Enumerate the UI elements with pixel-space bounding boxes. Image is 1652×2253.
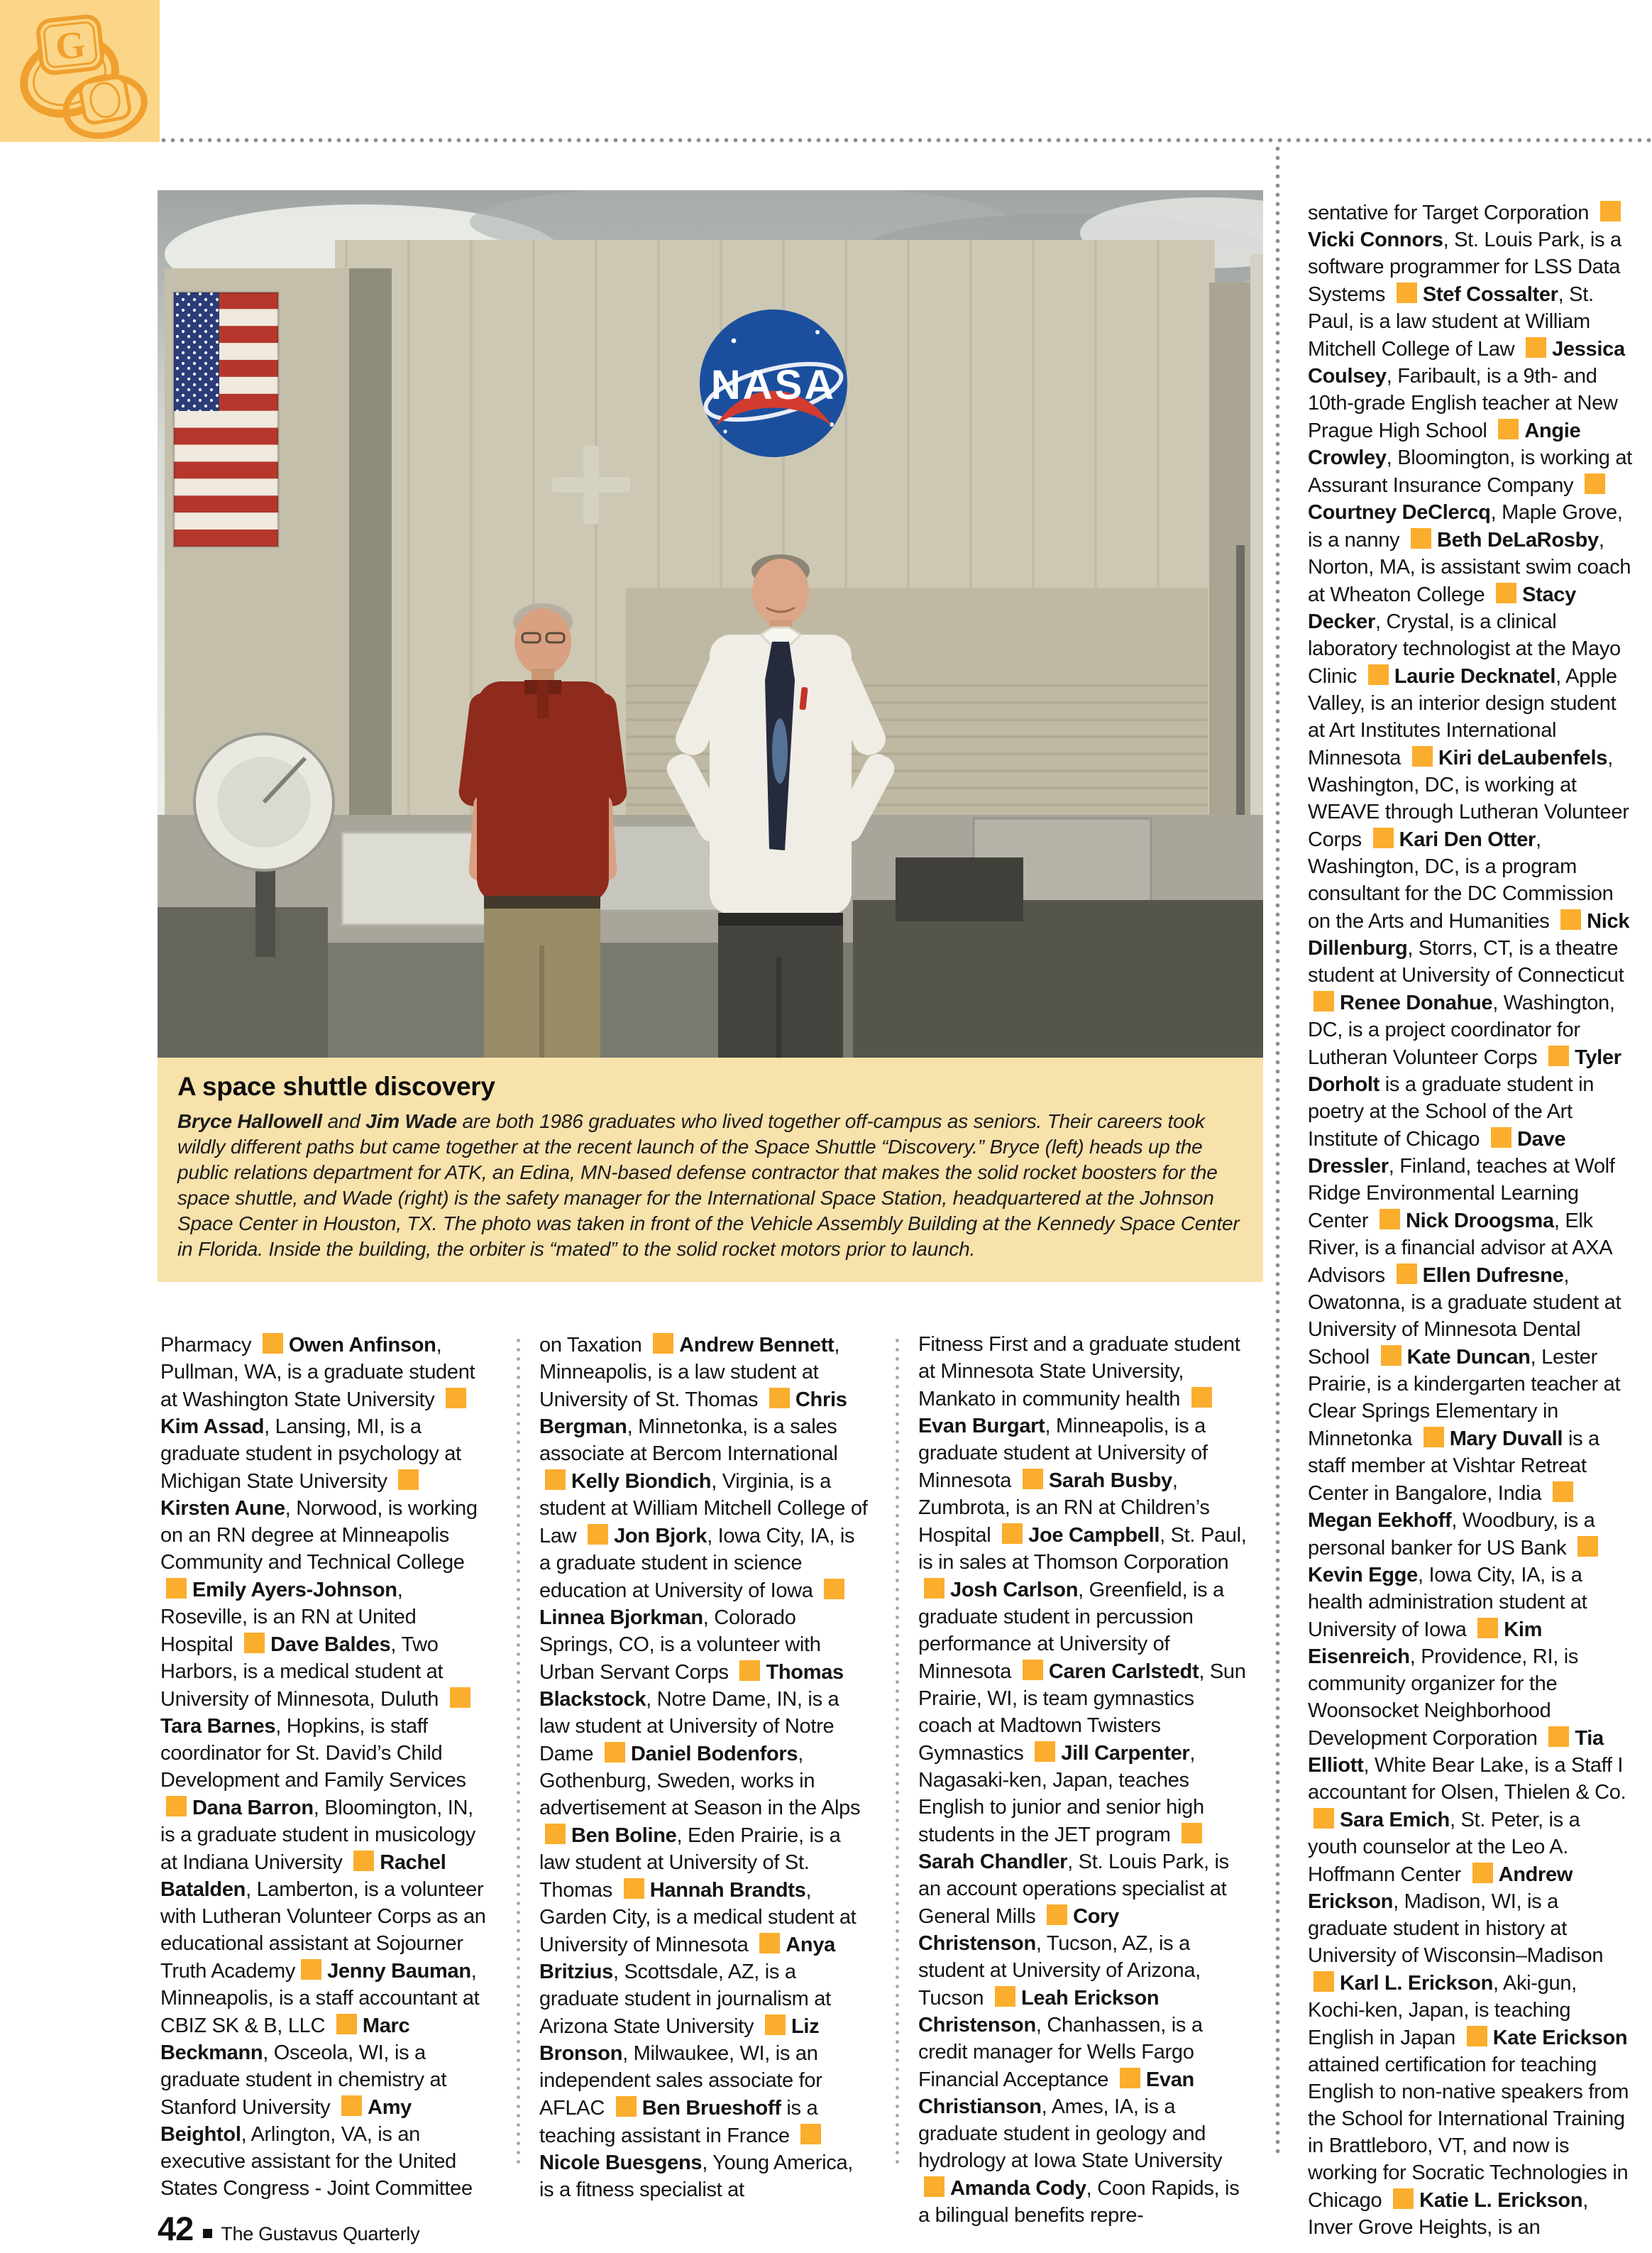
entry-bullet-icon (446, 1388, 466, 1408)
alumni-name: Ben Boline (571, 1824, 677, 1847)
entry-bullet-icon (924, 2176, 945, 2197)
alumni-name: Vicki Connors (1308, 229, 1443, 251)
entry-text: , Inver Grove Heights, is an (1308, 2189, 1589, 2239)
photo-caption-box (158, 1058, 1263, 1282)
entry-bullet-icon (800, 2124, 821, 2144)
entry-text: attained certification for teaching English to non-native speakers from the School for International Training in Brattleboro, VT, and now is working for Socratic Technologies in Chicago (1308, 2054, 1629, 2212)
alumni-name: Tara Barnes (160, 1715, 276, 1738)
entry-text: , Washington, DC, is working at WEAVE through Lutheran Volunteer Corps (1308, 747, 1629, 851)
entry-text: , Iowa City, IA, is a health administration student at University of Iowa (1308, 1564, 1587, 1641)
entry-bullet-icon (1023, 1469, 1043, 1489)
entry-text: , Minneapolis, is a law student at University of St. Thomas (539, 1334, 840, 1411)
alumni-name: Ben Brueshoff (641, 2097, 781, 2120)
publication-title: The Gustavus Quarterly (221, 2223, 420, 2244)
entry-bullet-icon (1381, 1345, 1402, 1366)
entry-bullet-icon (166, 1796, 187, 1816)
entry-text: , Bloomington, IN, is a graduate student in musicology at Indiana University (160, 1797, 476, 1874)
alumni-name: Nick Droogsma (1406, 1210, 1554, 1232)
entry-bullet-icon (1035, 1741, 1055, 1762)
entry-text: , Woodbury, is a personal banker for US Bank (1308, 1509, 1595, 1559)
entry-bullet-icon (824, 1579, 844, 1599)
entry-text: , Lester Prairie, is a kindergarten teacher at Clear Springs Elementary in Minnetonka (1308, 1346, 1621, 1450)
alumni-name: Evan Christianson (918, 2068, 1194, 2118)
entry-text: , Owatonna, is a graduate student at University of Minnesota Dental School (1308, 1264, 1621, 1369)
nasa-logo (700, 309, 847, 457)
entry-text: , Madison, WI, is a graduate student in history at University of Wisconsin–Madison (1308, 1890, 1604, 1967)
alumni-name: Kim Eisenreich (1308, 1618, 1543, 1668)
alumni-name: Kim Assad (160, 1415, 265, 1438)
entry-text: , St. Louis Park, is a software programmer for LSS Data Systems (1308, 229, 1621, 306)
entry-bullet-icon (1314, 1971, 1334, 1992)
entry-text: is a teaching assistant in France (539, 2097, 818, 2147)
entry-text: , Young America, is a fitness specialist at (539, 2151, 854, 2201)
entry-text: , Sun Prairie, WI, is team gymnastics coach at Madtown Twisters Gymnastics (918, 1660, 1246, 1765)
entry-text: , Washington, DC, is a program consultant for the DC Commission on the Arts and Humanities (1308, 828, 1614, 933)
entry-text: , Norwood, is working on an RN degree at Minneapolis Community and Technical College (160, 1497, 478, 1574)
alumni-name: Chris Bergman (539, 1388, 847, 1438)
entry-text: , Iowa City, IA, is a graduate student in science education at University of Iowa (539, 1525, 855, 1602)
entry-text: , Colorado Springs, CO, is a volunteer with Urban Servant Corps (539, 1606, 821, 1684)
alumni-name: Marc Beckmann (160, 2014, 410, 2064)
entry-text: , Hopkins, is staff coordinator for St. David’s Child Development and Family Services (160, 1715, 466, 1792)
alumni-name: Bryce Hallowell (177, 1110, 322, 1132)
entry-bullet-icon (1585, 473, 1605, 494)
entry-text: , Ames, IA, is a graduate student in geology and hydrology at Iowa State University (918, 2095, 1223, 2172)
alumni-name: Kiri deLaubenfels (1438, 747, 1608, 769)
entry-bullet-icon (1182, 1823, 1202, 1843)
entry-bullet-icon (588, 1524, 608, 1545)
entry-text: , Eden Prairie, is a law student at University of St. Thomas (539, 1824, 841, 1902)
dotted-divider-right-column (1275, 146, 1280, 2158)
entry-text: sentative for Target Corporation (1308, 202, 1595, 224)
entry-text: , Milwaukee, WI, is an independent sales associate for AFLAC (539, 2042, 822, 2120)
entry-bullet-icon (1411, 528, 1431, 549)
entry-bullet-icon (1120, 2068, 1140, 2088)
dotted-column-separator-1 (516, 1338, 521, 2165)
entry-text: Fitness First and a graduate student at Minnesota State University, Mankato in community health (918, 1333, 1240, 1410)
entry-bullet-icon (1397, 1263, 1417, 1284)
entry-bullet-icon (398, 1469, 419, 1490)
entry-text: , Crystal, is a clinical laboratory technologist at the Mayo Clinic (1308, 610, 1621, 688)
entry-bullet-icon (1491, 1127, 1511, 1148)
entry-bullet-icon (1467, 2026, 1487, 2046)
alumni-name: Mary Duvall (1449, 1427, 1563, 1450)
entry-bullet-icon (244, 1633, 265, 1653)
alumni-name: Kate Duncan (1406, 1346, 1531, 1369)
footer-square-icon (203, 2229, 212, 2238)
alumni-name: Nicole Buesgens (539, 2151, 703, 2174)
entry-bullet-icon (1397, 283, 1417, 303)
alumni-name: Jill Carpenter (1061, 1742, 1190, 1765)
entry-text: , Garden City, is a medical student at University of Minnesota (539, 1879, 857, 1956)
alumni-name: Sarah Chandler (918, 1851, 1068, 1873)
entry-bullet-icon (924, 1578, 945, 1599)
entry-bullet-icon (1380, 1209, 1400, 1229)
alumni-name: Kirsten Aune (160, 1497, 285, 1520)
entry-text: is a staff member at Vishtar Retreat Center in Bangalore, India (1308, 1427, 1599, 1505)
entry-text: , Bloomington, is working at Assurant Insurance Company (1308, 446, 1632, 497)
alumni-name: Liz Bronson (539, 2015, 820, 2065)
alumni-name: Jon Bjork (614, 1525, 707, 1547)
alumni-column-1 (160, 1331, 492, 2202)
alumni-name: Cory Christenson (918, 1905, 1119, 1955)
entry-text: , Two Harbors, is a medical student at University of Minnesota, Duluth (160, 1633, 444, 1711)
entry-bullet-icon (769, 1388, 790, 1408)
entry-text: , Arlington, VA, is an executive assistant for the United States Congress - Joint Committee (160, 2123, 473, 2200)
entry-text: , Chanhassen, is a credit manager for Wells Fargo Financial Acceptance (918, 2014, 1203, 2091)
entry-text: , Notre Dame, IN, is a law student at University of Notre Dame (539, 1688, 839, 1765)
entry-bullet-icon (1424, 1427, 1444, 1447)
entry-bullet-icon (1047, 1904, 1067, 1925)
entry-text: are both 1986 graduates who lived together off-campus as seniors. Their careers took wildly different paths but came together at the recent launch of the Space Shuttle “Discovery.” Bryce (left) heads up the public relations department for ATK, an Edina, MN-based defense contractor that makes the solid rocket boosters for the space shuttle, and Wade (right) is the safety manager for the International Space Station, headquartered at the Johnson Space Center in Houston, TX. The photo was taken in front of the Vehicle Assembly Building at the Kennedy Space Center in Florida. Inside the building, the orbiter is “mated” to the solid rocket motors prior to launch. (177, 1110, 1240, 1260)
entry-text: , Tucson, AZ, is a student at University of Arizona, Tucson (918, 1932, 1201, 2010)
us-flag (174, 292, 278, 547)
entry-text: , Nagasaki-ken, Japan, teaches English to junior and senior high students in the JET program (918, 1742, 1204, 1846)
entry-text: , Minneapolis, is a staff accountant at CBIZ SK & B, LLC (160, 1960, 480, 2037)
entry-bullet-icon (450, 1687, 470, 1708)
caption-title: A space shuttle discovery (177, 1072, 495, 1101)
feature-photo (158, 190, 1263, 1058)
entry-bullet-icon (605, 1742, 625, 1763)
entry-text: on Taxation (539, 1334, 648, 1356)
alumni-name: Tia Elliott (1308, 1727, 1604, 1777)
alumni-name: Jessica Coulsey (1308, 338, 1625, 388)
entry-bullet-icon (616, 2096, 637, 2117)
entry-bullet-icon (1496, 583, 1516, 603)
entry-bullet-icon (1472, 1863, 1493, 1883)
entry-bullet-icon (1412, 746, 1433, 767)
entry-bullet-icon (545, 1824, 566, 1844)
alumni-name: Dave Dressler (1308, 1128, 1566, 1178)
entry-bullet-icon (545, 1469, 566, 1490)
alumni-name: Rachel Batalden (160, 1851, 446, 1901)
entry-bullet-icon (653, 1333, 673, 1354)
alumni-name: Kevin Egge (1308, 1564, 1418, 1586)
entry-text: , Roseville, is an RN at United Hospital (160, 1579, 417, 1656)
alumni-name: Renee Donahue (1340, 992, 1493, 1014)
alumni-name: Leah Erickson Christenson (918, 1987, 1160, 2037)
entry-text: and (321, 1110, 366, 1132)
caption-body (177, 1109, 1243, 1262)
entry-text: , St. Peter, is a youth counselor at the Leo A. Hoffmann Center (1308, 1809, 1580, 1886)
alumni-name: Amanda Cody (950, 2177, 1086, 2200)
alumni-column-3 (918, 1331, 1248, 2229)
alumni-name: Tyler Dorholt (1308, 1046, 1621, 1096)
ring-monogram: G (53, 22, 88, 69)
entry-bullet-icon (336, 2014, 357, 2034)
entry-text: , Lansing, MI, is a graduate student in psychology at Michigan State University (160, 1415, 461, 1493)
entry-bullet-icon (1498, 419, 1519, 439)
entry-text: , Lamberton, is a volunteer with Lutheran Volunteer Corps as an educational assistant at Sojourner Truth Academy (160, 1878, 486, 1983)
entry-text: , Norton, MA, is assistant swim coach at Wheaton College (1308, 529, 1631, 606)
alumni-name: Dana Barron (192, 1797, 314, 1819)
entry-text: , Providence, RI, is community organizer for the Woonsocket Neighborhood Development Corporation (1308, 1645, 1579, 1750)
alumni-name: Hannah Brandts (649, 1879, 806, 1902)
entry-text: , Osceola, WI, is a graduate student in chemistry at Stanford University (160, 2041, 447, 2119)
entry-bullet-icon (1526, 337, 1546, 358)
entry-bullet-icon (1553, 1481, 1573, 1502)
alumni-name: Joe Campbell (1028, 1524, 1160, 1547)
alumni-name: Dave Baldes (270, 1633, 391, 1656)
entry-bullet-icon (353, 1851, 374, 1871)
entry-bullet-icon (739, 1660, 760, 1681)
entry-bullet-icon (1368, 664, 1389, 685)
page-footer (158, 2209, 419, 2248)
entry-bullet-icon (1373, 828, 1394, 848)
alumni-name: Linnea Bjorkman (539, 1606, 703, 1629)
alumni-name: Owen Anfinson (288, 1334, 436, 1356)
entry-text: , Aki-gun, Kochi-ken, Japan, is teaching English in Japan (1308, 1972, 1577, 2049)
entry-text: , White Bear Lake, is a Staff I accountant for Olsen, Thielen & Co. (1308, 1754, 1626, 1804)
entry-text: , Finland, teaches at Wolf Ridge Environmental Learning Center (1308, 1155, 1615, 1232)
entry-text: , Elk River, is a financial advisor at AXA Advisors (1308, 1210, 1612, 1287)
entry-bullet-icon (624, 1878, 644, 1899)
alumni-name: Jenny Bauman (327, 1960, 471, 1983)
entry-bullet-icon (1548, 1726, 1569, 1747)
entry-bullet-icon (1393, 2188, 1414, 2209)
alumni-name: Evan Burgart (918, 1415, 1045, 1437)
entry-text: , Scottsdale, AZ, is a graduate student in journalism at Arizona State University (539, 1961, 831, 2038)
entry-bullet-icon (301, 1959, 321, 1980)
alumni-name: Daniel Bodenfors (630, 1743, 798, 1765)
entry-text: , Zumbrota, is an RN at Children’s Hospital (918, 1469, 1210, 1547)
entry-text: , Pullman, WA, is a graduate student at Washington State University (160, 1334, 475, 1411)
entry-bullet-icon (1002, 1523, 1023, 1544)
entry-text: , St. Paul, is in sales at Thomson Corporation (918, 1524, 1247, 1574)
alumni-name: Sarah Busby (1048, 1469, 1172, 1492)
entry-text: , Gothenburg, Sweden, works in advertisement at Season in the Alps (539, 1743, 861, 1819)
class-rings-icon (0, 0, 160, 142)
alumni-name: Josh Carlson (950, 1579, 1079, 1601)
entry-bullet-icon (1577, 1536, 1598, 1557)
entry-text: , Minnetonka, is a sales associate at Bercom International (539, 1415, 838, 1465)
alumni-name: Courtney DeClercq (1308, 501, 1491, 524)
entry-bullet-icon (1314, 1808, 1334, 1829)
entry-text: , St. Paul, is a law student at William Mitchell College of Law (1308, 283, 1594, 361)
alumni-name: Stacy Decker (1308, 583, 1576, 633)
alumni-name: Angie Crowley (1308, 420, 1581, 469)
alumni-name: Amy Beightol (160, 2096, 412, 2146)
entry-bullet-icon (765, 2014, 786, 2035)
entry-bullet-icon (1477, 1618, 1498, 1638)
alumni-name: Kari Den Otter (1399, 828, 1536, 851)
alumni-name: Karl L. Erickson (1340, 1972, 1493, 1995)
class-rings-illustration (0, 0, 160, 142)
alumni-name: Anya Britzius (539, 1934, 835, 1983)
alumni-name: Jim Wade (365, 1110, 457, 1132)
alumni-column-2 (539, 1331, 870, 2203)
alumni-name: Emily Ayers-Johnson (192, 1579, 397, 1601)
entry-bullet-icon (341, 2095, 362, 2116)
alumni-name: Beth DeLaRosby (1436, 529, 1599, 552)
entry-text: , St. Louis Park, is an account operations specialist at General Mills (918, 1851, 1229, 1928)
alumni-name: Andrew Bennett (679, 1334, 835, 1356)
alumni-name: Thomas Blackstock (539, 1661, 844, 1711)
entry-bullet-icon (995, 1986, 1015, 2007)
alumni-name: Stef Cossalter (1422, 283, 1558, 306)
dotted-divider-top (161, 138, 1652, 143)
alumni-name: Sara Emich (1340, 1809, 1450, 1831)
entry-text: , Virginia, is a student at William Mitchell College of Law (539, 1470, 868, 1547)
page-number: 42 (158, 2210, 194, 2247)
entry-text: is a graduate student in poetry at the School of the Art Institute of Chicago (1308, 1073, 1595, 1151)
entry-bullet-icon (1600, 201, 1621, 221)
entry-text: , Maple Grove, is a nanny (1308, 501, 1623, 552)
entry-text: , Faribault, is a 9th- and 10th-grade English teacher at New Prague High School (1308, 365, 1618, 442)
entry-bullet-icon (1023, 1660, 1043, 1680)
alumni-name: Laurie Decknatel (1394, 665, 1556, 688)
entry-bullet-icon (759, 1933, 780, 1953)
alumni-name: Kate Erickson (1492, 2027, 1628, 2049)
entry-bullet-icon (1560, 909, 1581, 930)
entry-text: , Greenfield, is a graduate student in percussion performance at University of Minnesota (918, 1579, 1224, 1683)
nasa-logo-text: NASA (710, 362, 837, 408)
entry-bullet-icon (166, 1578, 187, 1599)
alumni-name: Kelly Biondich (571, 1470, 712, 1493)
alumni-name: Andrew Erickson (1308, 1863, 1573, 1913)
entry-text: , Washington, DC, is a project coordinator for Lutheran Volunteer Corps (1308, 992, 1615, 1069)
alumni-name: Megan Eekhoff (1308, 1509, 1452, 1532)
entry-bullet-icon (263, 1333, 283, 1354)
entry-text: Pharmacy (160, 1334, 257, 1356)
alumni-name: Katie L. Erickson (1419, 2189, 1583, 2212)
alumni-name: Ellen Dufresne (1422, 1264, 1564, 1287)
entry-bullet-icon (1314, 991, 1334, 1012)
entry-text: , Minneapolis, is a graduate student at University of Minnesota (918, 1415, 1208, 1492)
alumni-name: Caren Carlstedt (1048, 1660, 1199, 1683)
alumni-column-4 (1308, 199, 1634, 2241)
entry-bullet-icon (1191, 1387, 1212, 1408)
entry-text: , Coon Rapids, is a bilingual benefits repre- (918, 2177, 1240, 2227)
alumni-name: Nick Dillenburg (1308, 910, 1630, 960)
entry-bullet-icon (1548, 1046, 1569, 1066)
dotted-column-separator-2 (895, 1338, 900, 2165)
entry-text: , Apple Valley, is an interior design student at Art Institutes International Minnesota (1308, 665, 1617, 769)
entry-text: , Storrs, CT, is a theatre student at University of Connecticut (1308, 937, 1624, 987)
